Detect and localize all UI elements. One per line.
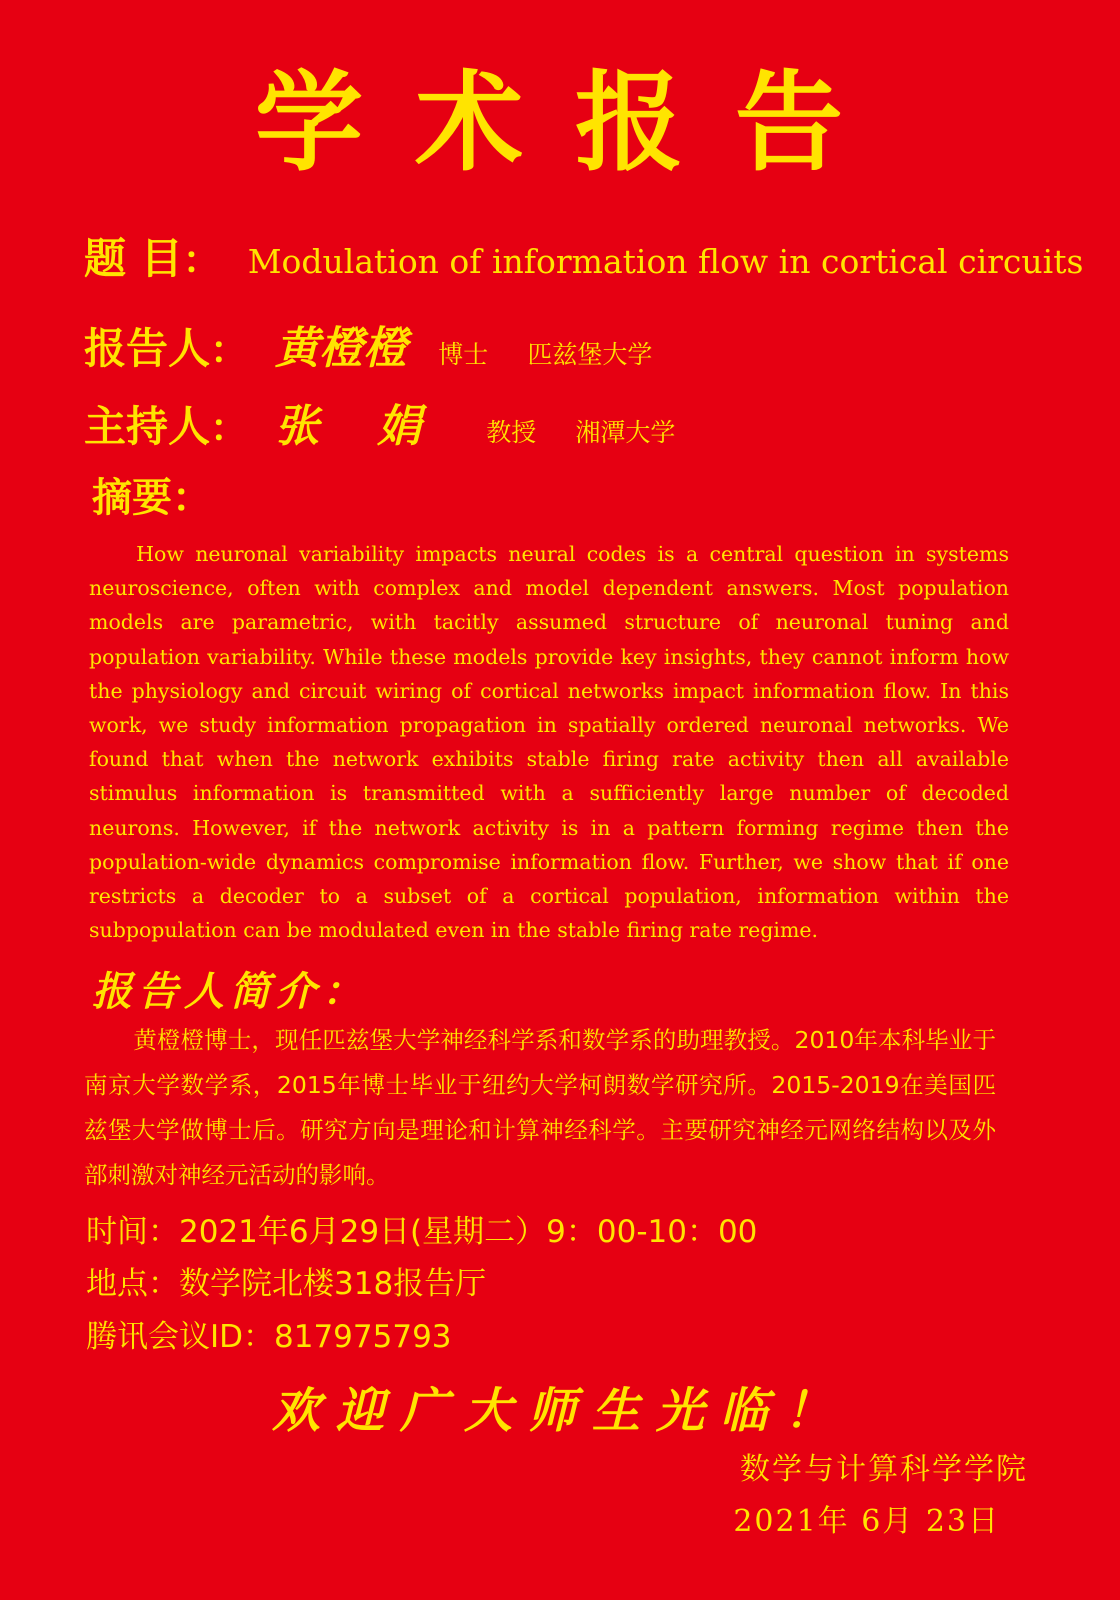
- time-line: 时间：2021年6月29日(星期二）9：00-10：00: [86, 1214, 758, 1250]
- topic-colon: ：: [182, 238, 221, 282]
- issue-date: 2021年 6月 23日: [733, 1504, 1000, 1539]
- place-line: 地点：数学院北楼318报告厅: [86, 1266, 487, 1302]
- speaker-row: [84, 312, 686, 376]
- speaker-colon: ：: [210, 328, 249, 372]
- abstract-text: How neuronal variability impacts neural codes is a central question in systems neuroscience, often with complex and model dependent answers. Most population models are parametric, with tacitly assumed structure of neuronal tuning and population variability. While these models provide key insights, they cannot inform how the physiology and circuit wiring of cortical networks impact information flow. In this work, we study information propagation in spatially ordered neuronal networks. We found that when the network exhibits stable firing rate activity then all available stimulus information is transmitted with a sufficiently large number of decoded neurons. However, if the network activity is in a pattern forming regime then the population-wide dynamics compromise information flow. Further, we show that if one restricts a decoder to a subset of a cortical population, information within the subpopulation can be modulated even in the stable firing rate regime.: [89, 542, 1009, 943]
- organizer: 数学与计算科学学院: [740, 1452, 1028, 1487]
- speaker-label: 报告人: [84, 324, 211, 373]
- topic-label: 题 目: [84, 234, 183, 283]
- host-affiliation: 湘潭大学: [575, 418, 676, 447]
- topic-value: Modulation of information flow in cortical circuits: [247, 242, 1084, 281]
- abstract-heading: 摘要：: [92, 475, 212, 521]
- meeting-id-line: 腾讯会议ID：817975793: [86, 1319, 452, 1355]
- speaker-affiliation: 匹兹堡大学: [527, 340, 653, 369]
- host-label: 主持人: [84, 402, 211, 451]
- host-position: 教授: [486, 418, 537, 447]
- topic-row: [84, 226, 1083, 286]
- welcome-message: 欢迎广大师生光临！: [271, 1383, 848, 1439]
- bio-text: 黄橙橙博士，现任匹兹堡大学神经科学系和数学系的助理教授。2010年本科毕业于南京大学数学系，2015年博士毕业于纽约大学柯朗数学研究所。2015-2019在美国匹兹堡大学做博士后。研究方向是理论和计算神经科学。主要研究神经元网络结构以及外部刺激对神经元活动的影响。: [84, 1026, 996, 1189]
- bio-heading: 报告人简介：: [92, 968, 368, 1015]
- host-row: [84, 390, 709, 454]
- host-name: 张娟: [275, 401, 480, 452]
- host-colon: ：: [210, 406, 249, 450]
- poster-title: 学术报告: [254, 61, 895, 186]
- speaker-name: 黄橙橙: [275, 323, 408, 374]
- speaker-degree: 博士: [438, 340, 489, 369]
